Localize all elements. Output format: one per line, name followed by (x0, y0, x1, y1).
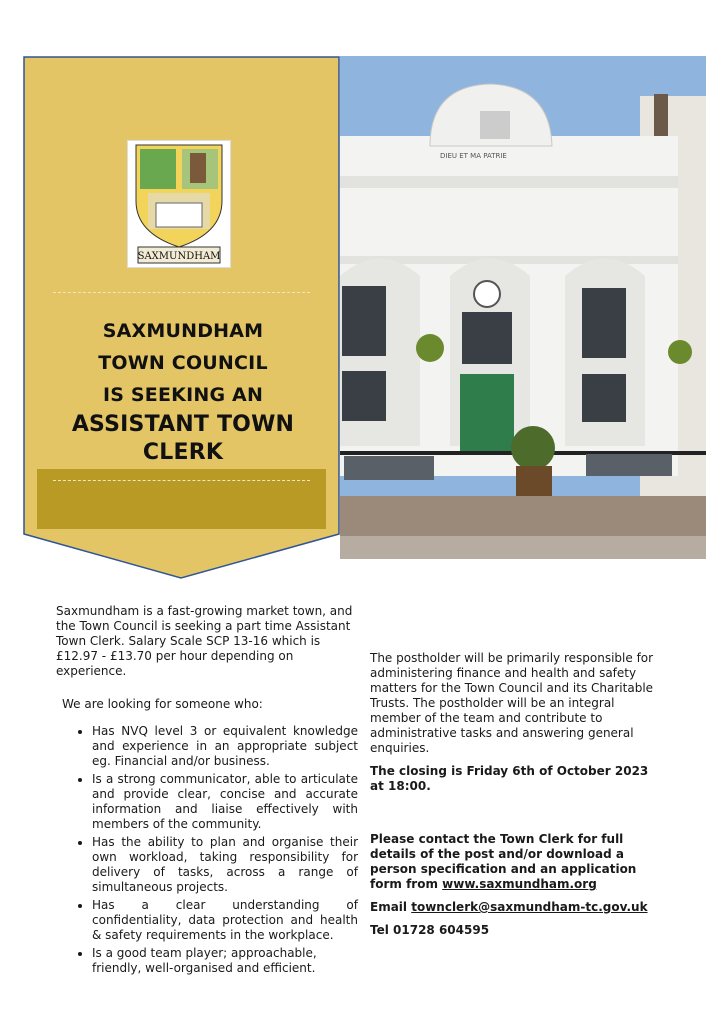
website-link[interactable]: www.saxmundham.org (442, 877, 597, 891)
town-hall-illustration (340, 56, 706, 559)
postholder-paragraph: The postholder will be primarily responsible for administering finance and health and safety matters for the Town Council and its Charitable Trusts. The postholder will be an integral member of the team and contribute to administrative tasks and answering general enquiries. (370, 651, 654, 755)
list-item: • Has the ability to plan and organise their own workload, taking responsibility for delivery of tasks, across a range of simultaneous projects. (92, 835, 358, 895)
page-title (33, 315, 333, 467)
list-item: • Has a clear understanding of confidentiality, data protection and health & safety requirements in the workplace. (92, 898, 358, 943)
crest-illustration (128, 141, 230, 267)
contact-paragraph (370, 832, 662, 892)
email-link[interactable]: townclerk@saxmundham-tc.gov.uk (411, 900, 648, 914)
email-label: Email (370, 900, 408, 914)
town-hall-photo (340, 56, 706, 559)
banner-divider-top (53, 292, 310, 293)
list-item: • Is a strong communicator, able to articulate and provide clear, concise and accurate information and liaise effectively with members of the community. (92, 772, 358, 832)
title-line-2: TOWN COUNCIL (98, 352, 268, 374)
left-column (56, 604, 358, 979)
requirements-list (56, 724, 358, 976)
crest-label: SAXMUNDHAM (137, 251, 221, 262)
motto-text: DIEU ET MA PATRIE (440, 152, 507, 160)
list-item: • Has NVQ level 3 or equivalent knowledge and experience in an appropriate subject eg. Financial and/or business. (92, 724, 358, 769)
title-line-1: SAXMUNDHAM (102, 320, 264, 342)
right-column (370, 651, 662, 946)
email-line (370, 900, 662, 915)
title-line-4: ASSISTANT TOWN (71, 412, 295, 437)
contact-text: Please contact the Town Clerk for full details of the post and/or download a person specification and an application form from (370, 832, 637, 891)
looking-for-heading: We are looking for someone who: (62, 697, 263, 711)
closing-date: The closing is Friday 6th of October 2023 at 18:00. (370, 764, 649, 793)
title-banner (23, 56, 340, 580)
town-crest-logo (127, 140, 231, 268)
title-line-3: IS SEEKING AN (102, 384, 264, 406)
title-line-5: CLERK (142, 440, 224, 465)
intro-paragraph: Saxmundham is a fast-growing market town, and the Town Council is seeking a part time Assistant Town Clerk. Salary Scale SCP 13-16 which is £12.97 - £13.70 per hour depending on experience. (56, 604, 353, 678)
list-item: • Is a good team player; approachable, friendly, well-organised and efficient. (92, 946, 358, 976)
telephone-number: Tel 01728 604595 (370, 923, 490, 937)
banner-divider-bottom (53, 480, 310, 481)
banner-footer-bar (37, 469, 326, 529)
